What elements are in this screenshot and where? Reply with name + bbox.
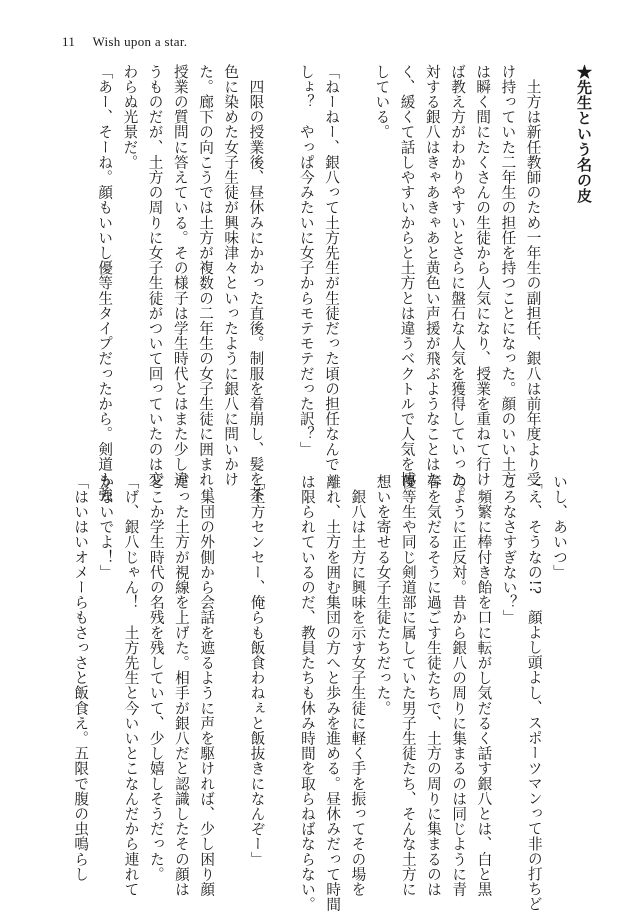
blank-line (270, 474, 295, 856)
text-line: うものだが、土方の周りに女子生徒がついて回っていたのは変 (146, 64, 164, 487)
blank-line (546, 64, 571, 428)
text-line: 集団の外側から会話を遮るように声を駆ければ、少し困り顔 (198, 474, 216, 897)
text-line: 土方は新任教師のため一年生の副担任、銀八は前年度より受 (524, 64, 542, 487)
dialogue-line: 「はいはいオメーらもさっさと飯食え。五限で腹の虫鳴らし (72, 474, 90, 882)
text-line: 春を気だるそうに過ごす生徒たちで、土方の周りに集まるのは (424, 474, 442, 897)
text-block-upper (92, 64, 596, 502)
dialogue-line: しょ？ やっぱ今みたいに女子からモテモテだった訳？」 (297, 64, 315, 457)
text-line: 授業の質問に答えている。その様子は学生時代とはまた少し違 (171, 64, 189, 487)
text-line: している。 (373, 64, 391, 140)
dialogue-line: 「あー、そーね。顔もいいし優等生タイプだったから。剣道も強 (96, 64, 114, 502)
blank-line (219, 474, 244, 856)
text-line: は瞬く間にたくさんの生徒から人気になり、授業を重ねて行け (474, 64, 492, 487)
text-line: 優等生や同じ剣道部に属していた男子生徒たち、そんな土方に (399, 474, 417, 897)
text-line: 色に染めた女子生徒が興味津々といったように銀八に問いかけ (222, 64, 240, 487)
text-line: 対する銀八はきゃあきゃあと黄色い声援が飛ぶようなことはな (423, 64, 441, 487)
dialogue-line: ころなさすぎない？」 (500, 474, 518, 625)
dialogue-line: 「ねーねー、銀八って土方先生が生徒だった頃の担任なんで (323, 64, 340, 472)
text-line: わらぬ光景だ。 (121, 64, 139, 170)
text-line: 想いを寄せる女子生徒たちだった。 (374, 474, 392, 716)
dialogue-line: 「え、そうなの!? 顔よし頭よし、スポーツマンって非の打ちど (525, 474, 543, 912)
dialogue-line: 「げ、銀八じゃん！ 土方先生と今いいとこなんだから連れて (122, 474, 140, 897)
text-line: 頻繁に棒付き飴を口に転がし気だるく話す銀八とは、白と黒 (475, 474, 493, 897)
blank-line (268, 64, 293, 428)
text-line: は限られているのだ、教員たちも休み時間を取らねばならない。 (298, 474, 316, 912)
text-line: だった土方が視線を上げた。相手が銀八だと認識したその顔は (172, 474, 190, 897)
text-line: 四限の授業後、昼休みにかかった直後。制服を着崩し、髪を茶 (247, 64, 265, 502)
section-heading: ★先生という名の皮 (575, 64, 593, 204)
dialogue-line: かないでよ！」 (97, 474, 115, 580)
text-line: 銀八は土方に興味を示す女子生徒に軽く手を振ってその場を (349, 474, 367, 897)
running-header (62, 34, 187, 50)
text-line: た。廊下の向こうでは土方が複数の二年生の女子生徒に囲まれ、 (197, 64, 214, 502)
text-line: く、緩くて話しやすいからと土方とは違うベクトルで人気を博 (398, 64, 416, 487)
text-line: 離れ、土方を囲む集団の方へと歩みを進める。昼休みだって時間 (324, 474, 342, 912)
text-line: どこか学生時代の名残を残していて、少し嬉しそうだった。 (147, 474, 165, 882)
blank-line (344, 64, 369, 428)
dialogue-line: いし、あいつ」 (551, 474, 568, 580)
page-number: 11 (62, 34, 76, 49)
text-line: け持っていた二年生の担任を持つことになった。顔のいい土方 (499, 64, 517, 487)
book-title: Wish upon a star. (92, 34, 188, 49)
text-line: ば教え方がわかりやすいとさらに盤石な人気を獲得していった。 (449, 64, 466, 502)
dialogue-line: 「土方センセー、俺らも飯食わねぇと飯抜きになんぞー」 (248, 474, 266, 867)
text-line: のように正反対。昔から銀八の周りに集まるのは同じように青 (450, 474, 468, 897)
text-block-lower (68, 474, 572, 912)
